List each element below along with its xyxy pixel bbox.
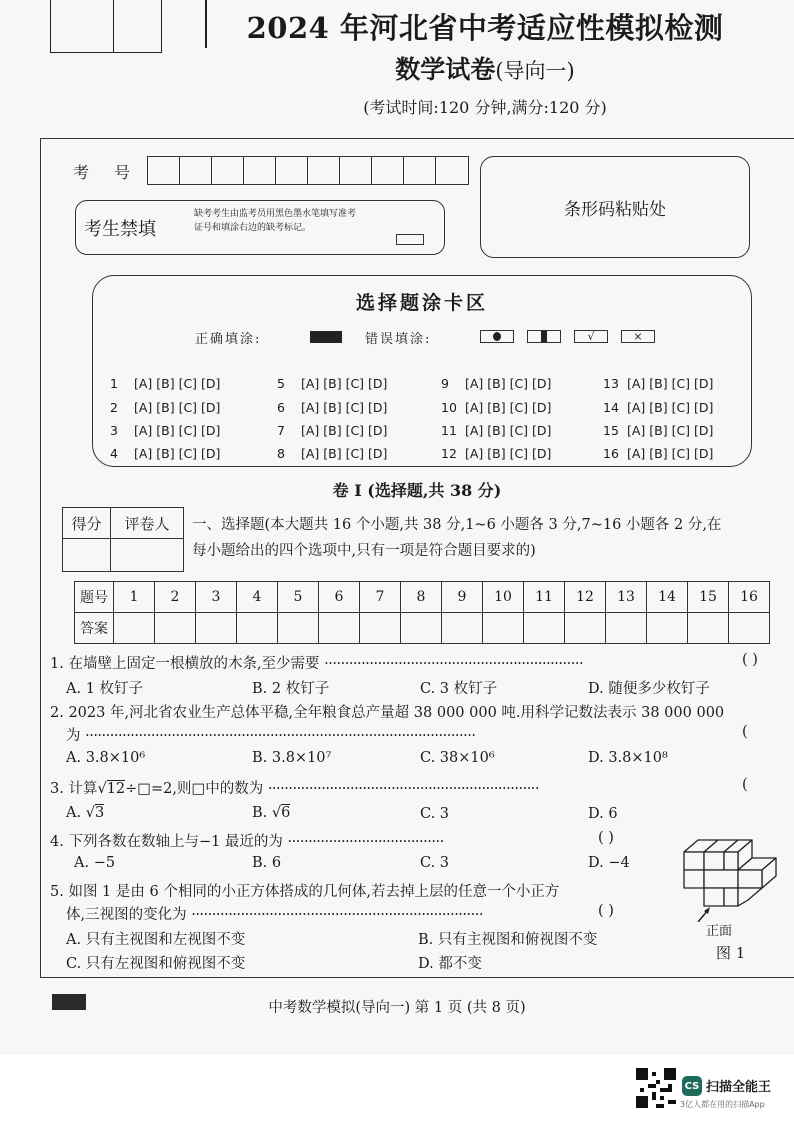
question-number-cell: 5: [278, 582, 319, 613]
question-2-text2: 为: [66, 728, 81, 744]
leader-dots: ·······························································: [324, 656, 584, 672]
mc-card-title: 选择题涂卡区: [355, 292, 488, 314]
subtitle-main: 数学试卷: [395, 55, 496, 84]
question-5-stem2: [66, 903, 483, 924]
question-3-radicand: 12: [106, 781, 126, 797]
question-number-cell: 13: [606, 582, 647, 613]
question-number-cell: 2: [155, 582, 196, 613]
question-4-text: 4. 下列各数在数轴上与−1 最近的为: [50, 834, 283, 850]
mc-item[interactable]: 4 [A] [B] [C] [D]: [110, 446, 221, 461]
barcode-area: 条形码粘贴处: [480, 156, 750, 258]
question-1-option-d: D. 随便多少枚钉子: [588, 681, 710, 697]
mc-item[interactable]: 12 [A] [B] [C] [D]: [441, 446, 552, 461]
question-5-paren: ( ): [598, 903, 614, 919]
no-fill-label: 考生禁填: [84, 219, 156, 240]
question-1-paren: ( ): [742, 652, 758, 668]
leader-dots: ·······································································: [191, 907, 483, 923]
question-2-option-a: A. 3.8×10⁶: [66, 750, 146, 766]
question-4-paren: ( ): [598, 830, 614, 846]
mc-item[interactable]: 5 [A] [B] [C] [D]: [277, 376, 388, 391]
question-3-suffix: ÷□=2,则□中的数为: [125, 781, 264, 797]
question-number-cell: 6: [319, 582, 360, 613]
exam-number-grid[interactable]: [147, 156, 469, 185]
answer-cell[interactable]: [114, 613, 155, 644]
question-4-option-b: B. 6: [252, 855, 282, 871]
question-number-cell: 7: [360, 582, 401, 613]
mc-item[interactable]: 10 [A] [B] [C] [D]: [441, 400, 552, 415]
question-3-prefix: 3. 计算: [50, 781, 98, 797]
scanner-tagline: 3亿人都在用的扫描App: [680, 1100, 765, 1109]
page-footer: 中考数学模拟(导向一) 第 1 页 (共 8 页): [268, 1000, 526, 1016]
mc-item[interactable]: 3 [A] [B] [C] [D]: [110, 423, 221, 438]
leader-dots: ······································: [287, 834, 444, 850]
score-table: [62, 507, 184, 572]
question-number-cell: 10: [483, 582, 524, 613]
answer-table: [74, 581, 770, 644]
wrong-mark-bar-icon: [527, 330, 561, 343]
question-3-option-c: C. 3: [420, 806, 450, 822]
question-1-stem: [50, 652, 583, 673]
question-number-cell: 4: [237, 582, 278, 613]
mc-item[interactable]: 15 [A] [B] [C] [D]: [603, 423, 714, 438]
question-1-option-c: C. 3 枚钉子: [420, 681, 498, 697]
question-1-text: 1. 在墙壁上固定一根横放的木条,至少需要: [50, 656, 320, 672]
question-5-option-c: C. 只有左视图和俯视图不变: [66, 956, 246, 972]
question-2-stem2: [66, 724, 475, 745]
mc-item[interactable]: 2 [A] [B] [C] [D]: [110, 400, 221, 415]
question-4-stem: [50, 830, 444, 851]
answer-cell[interactable]: [483, 613, 524, 644]
question-2-option-d: D. 3.8×10⁸: [588, 750, 668, 766]
no-fill-box: [75, 200, 445, 255]
question-1-option-a: A. 1 枚钉子: [66, 681, 144, 697]
exam-title: 2024 年河北省中考适应性模拟检测: [246, 11, 724, 45]
absent-mark-box[interactable]: [396, 234, 424, 245]
question-1-option-b: B. 2 枚钉子: [252, 681, 330, 697]
mc-item[interactable]: 6 [A] [B] [C] [D]: [277, 400, 388, 415]
question-number-cell: 16: [729, 582, 770, 613]
answer-cell[interactable]: [729, 613, 770, 644]
section-intro: [192, 512, 792, 564]
answer-cell[interactable]: [688, 613, 729, 644]
question-2-paren: (: [742, 724, 748, 740]
question-4-option-c: C. 3: [420, 855, 450, 871]
leader-dots: ··································································: [267, 781, 540, 797]
wrong-mark-cross-icon: ×: [621, 330, 655, 343]
wrong-mark-check-icon: √: [574, 330, 608, 343]
question-3-stem: [50, 777, 539, 798]
wrong-mark-dot-icon: [480, 330, 514, 343]
answer-cell[interactable]: [155, 613, 196, 644]
question-2-option-b: B. 3.8×10⁷: [252, 750, 332, 766]
question-3-option-b: B. √6: [252, 805, 291, 821]
question-5-option-d: D. 都不变: [418, 956, 482, 972]
question-number-cell: 14: [647, 582, 688, 613]
question-number-cell: 12: [565, 582, 606, 613]
question-4-option-a: A. −5: [74, 855, 116, 871]
grader-header: 评卷人: [111, 508, 184, 539]
qr-code-icon: [636, 1068, 676, 1108]
exam-number-label: 考 号: [73, 163, 141, 182]
answer-cell[interactable]: [647, 613, 688, 644]
front-view-label: 正面: [706, 924, 733, 939]
sqrt-icon: √: [271, 805, 282, 821]
grader-cell[interactable]: [111, 539, 184, 572]
question-3-option-d: D. 6: [588, 806, 618, 822]
answer-cell[interactable]: [360, 613, 401, 644]
mc-item[interactable]: 7 [A] [B] [C] [D]: [277, 423, 388, 438]
mc-item[interactable]: 16 [A] [B] [C] [D]: [603, 446, 714, 461]
cs-logo-icon: CS: [682, 1076, 702, 1096]
section-intro-line: 每小题给出的四个选项中,只有一项是符合题目要求的): [192, 543, 536, 559]
answer-table-header: 答案: [75, 613, 114, 644]
sqrt-icon: √: [97, 781, 107, 797]
question-2-option-c: C. 38×10⁶: [420, 750, 495, 766]
answer-cell[interactable]: [565, 613, 606, 644]
subtitle-paren: (导向一): [495, 59, 575, 83]
answer-cell[interactable]: [524, 613, 565, 644]
question-5-stem: 5. 如图 1 是由 6 个相同的小正方体搭成的几何体,若去掉上层的任意一个小正方: [50, 884, 560, 900]
question-3-option-a: A. √3: [66, 805, 105, 821]
question-2-stem: 2. 2023 年,河北省农业生产总体平稳,全年粮食总产量超 38 000 000 吨.用科学记数法表示 38 000 000: [50, 705, 725, 721]
question-number-cell: 9: [442, 582, 483, 613]
answer-cell[interactable]: [196, 613, 237, 644]
correct-fill-sample: [310, 331, 342, 343]
sqrt-icon: √: [85, 805, 95, 821]
question-number-cell: 8: [401, 582, 442, 613]
question-5-option-b: B. 只有主视图和俯视图不变: [418, 932, 598, 948]
correct-fill-label: 正确填涂:: [195, 332, 262, 347]
mc-item[interactable]: 14 [A] [B] [C] [D]: [603, 400, 714, 415]
exam-subtitle: [200, 50, 770, 86]
question-3-paren: (: [742, 777, 748, 793]
answer-cell[interactable]: [401, 613, 442, 644]
leader-dots: ·······························································································: [85, 728, 476, 744]
section-intro-line: 一、选择题(本大题共 16 个小题,共 38 分,1~6 小题各 3 分,7~16 小题各 2 分,在: [192, 517, 722, 533]
question-4-option-d: D. −4: [588, 855, 630, 871]
figure-caption: 图 1: [716, 944, 746, 962]
mc-item[interactable]: 1 [A] [B] [C] [D]: [110, 376, 221, 391]
answer-cell[interactable]: [278, 613, 319, 644]
question-5-option-a: A. 只有主视图和左视图不变: [66, 932, 246, 948]
section-title: 卷 I (选择题,共 38 分): [332, 481, 502, 500]
wrong-fill-label: 错误填涂:: [365, 332, 432, 347]
question-number-cell: 15: [688, 582, 729, 613]
seal-box: [50, 0, 162, 53]
score-cell[interactable]: [63, 539, 111, 572]
mc-item[interactable]: 9 [A] [B] [C] [D]: [441, 376, 552, 391]
question-number-cell: 1: [114, 582, 155, 613]
question-5-text2: 体,三视图的变化为: [66, 907, 187, 923]
mc-item[interactable]: 8 [A] [B] [C] [D]: [277, 446, 388, 461]
mc-item[interactable]: 11 [A] [B] [C] [D]: [441, 423, 552, 438]
score-header: 得分: [63, 508, 111, 539]
question-number-cell: 3: [196, 582, 237, 613]
answer-cell[interactable]: [606, 613, 647, 644]
no-fill-note: 缺考考生由监考员用黑色墨水笔填写准考证号和填涂右边的缺考标记。: [194, 209, 357, 233]
exam-info: (考试时间:120 分钟,满分:120 分): [363, 98, 607, 117]
answer-cell[interactable]: [237, 613, 278, 644]
answer-cell[interactable]: [319, 613, 360, 644]
question-number-cell: 11: [524, 582, 565, 613]
answer-cell[interactable]: [442, 613, 483, 644]
answer-table-header: 题号: [75, 582, 114, 613]
mc-item[interactable]: 13 [A] [B] [C] [D]: [603, 376, 714, 391]
cube-figure: [676, 830, 786, 922]
scanner-brand: 扫描全能王: [706, 1080, 772, 1095]
